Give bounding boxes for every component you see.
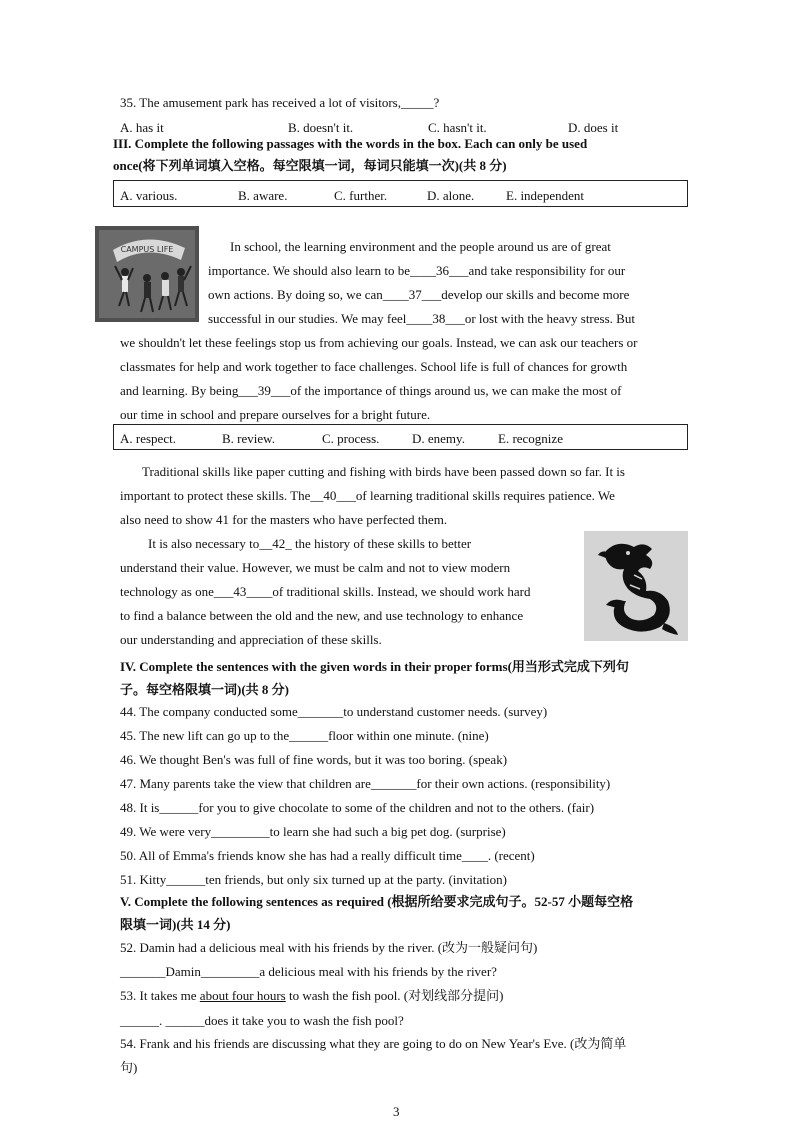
section5-title-line2: 限填一词)(共 14 分) [120,917,231,932]
q35-option-c: C. hasn't it. [428,120,487,135]
passage1-line3: own actions. By doing so, we can____37___develop our skills and become more [208,287,630,302]
q50: 50. All of Emma's friends know she has had a really difficult time____. (recent) [120,848,535,863]
section5-title-line1: V. Complete the following sentences as required (根据所给要求完成句子。52-57 小题每空格 [120,894,634,909]
word-box-1-item-a: A. various. [120,188,178,203]
passage1-line1: In school, the learning environment and the people around us are of great [230,239,611,254]
passage2-line6: technology as one___43____of traditional skills. Instead, we should work hard [120,584,531,599]
passage2-line7: to find a balance between the old and the new, and use technology to enhance [120,608,524,623]
passage2-line1: Traditional skills like paper cutting and fishing with birds have been passed down so far. It is [142,464,625,479]
word-box-2-item-b: B. review. [222,431,275,446]
campus-life-banner-text: CAMPUS LIFE [120,245,174,254]
q35-option-b: B. doesn't it. [288,120,354,135]
q54-line1: 54. Frank and his friends are discussing what they are going to do on New Year's Eve. (改为简单 [120,1036,627,1051]
passage2-line8: our understanding and appreciation of these skills. [120,632,382,647]
word-box-2-item-c: C. process. [322,431,380,446]
q53-suffix: to wash the fish pool. (对划线部分提问) [285,988,504,1003]
q47: 47. Many parents take the view that children are_______for their own actions. (responsibility) [120,776,611,791]
campus-life-illustration [95,226,199,322]
section4-title-line1: IV. Complete the sentences with the given words in their proper forms(用当形式完成下列句 [120,659,629,674]
q51: 51. Kitty______ten friends, but only six turned up at the party. (invitation) [120,872,507,887]
word-box-2 [113,424,688,450]
passage2-line2: important to protect these skills. The__40___of learning traditional skills requires patience. We [120,488,615,503]
q45: 45. The new lift can go up to the______floor within one minute. (nine) [120,728,489,743]
dragon-silhouette [584,531,688,641]
q52: 52. Damin had a delicious meal with his friends by the river. (改为一般疑问句) [120,940,538,955]
passage1-line7: and learning. By being___39___of the importance of things around us, we can make the most of [120,383,622,398]
passage1-line6: classmates for help and work together to face challenges. School life is full of chances for growth [120,359,628,374]
q54-line2: 句) [120,1060,138,1075]
section3-title-line1: III. Complete the following passages with the words in the box. Each can only be used [113,136,588,151]
q35-option-a: A. has it [120,120,164,135]
word-box-1-item-d: D. alone. [427,188,475,203]
passage1-line2: importance. We should also learn to be____36___and take responsibility for our [208,263,626,278]
q53-answer-line: ______. ______does it take you to wash the fish pool? [120,1013,404,1028]
q52-answer-line: _______Damin_________a delicious meal with his friends by the river? [120,964,497,979]
word-box-1-item-b: B. aware. [238,188,288,203]
q49: 49. We were very_________to learn she had such a big pet dog. (surprise) [120,824,506,839]
q44: 44. The company conducted some_______to understand customer needs. (survey) [120,704,548,719]
word-box-2-item-d: D. enemy. [412,431,465,446]
passage2-line3: also need to show 41 for the masters who have perfected them. [120,512,448,527]
word-box-1-item-c: C. further. [334,188,388,203]
passage2-line4: It is also necessary to__42_ the history of these skills to better [148,536,472,551]
passage1-line5: we shouldn't let these feelings stop us from achieving our goals. Instead, we can ask our teachers or [120,335,638,350]
q35-stem: 35. The amusement park has received a lot of visitors,_____? [120,95,440,110]
q48: 48. It is______for you to give chocolate to some of the children and not to the others. (fair) [120,800,595,815]
q53-prefix: 53. It takes me [120,988,200,1003]
q46: 46. We thought Ben's was full of fine words, but it was too boring. (speak) [120,752,508,767]
section4-title-line2: 子。每空格限填一词)(共 8 分) [120,682,289,697]
passage1-line4: successful in our studies. We may feel____38___or lost with the heavy stress. But [208,311,635,326]
word-box-2-item-a: A. respect. [120,431,176,446]
section3-title-line2: once(将下列单词填入空格。每空限填一词，每词只能填一次)(共 8 分) [113,158,507,173]
word-box-1-item-e: E. independent [506,188,584,203]
q53 [120,988,503,1004]
page-number: 3 [393,1104,400,1119]
dragon-papercut-image [584,531,688,641]
q35-option-d: D. does it [568,120,619,135]
passage2-line5: understand their value. However, we must be calm and not to view modern [120,560,511,575]
q53-underlined: about four hours [199,988,286,1003]
word-box-2-item-e: E. recognize [498,431,563,446]
campus-life-image [95,226,199,322]
word-box-1 [113,180,688,207]
passage1-line8: our time in school and prepare ourselves for a bright future. [120,407,431,422]
